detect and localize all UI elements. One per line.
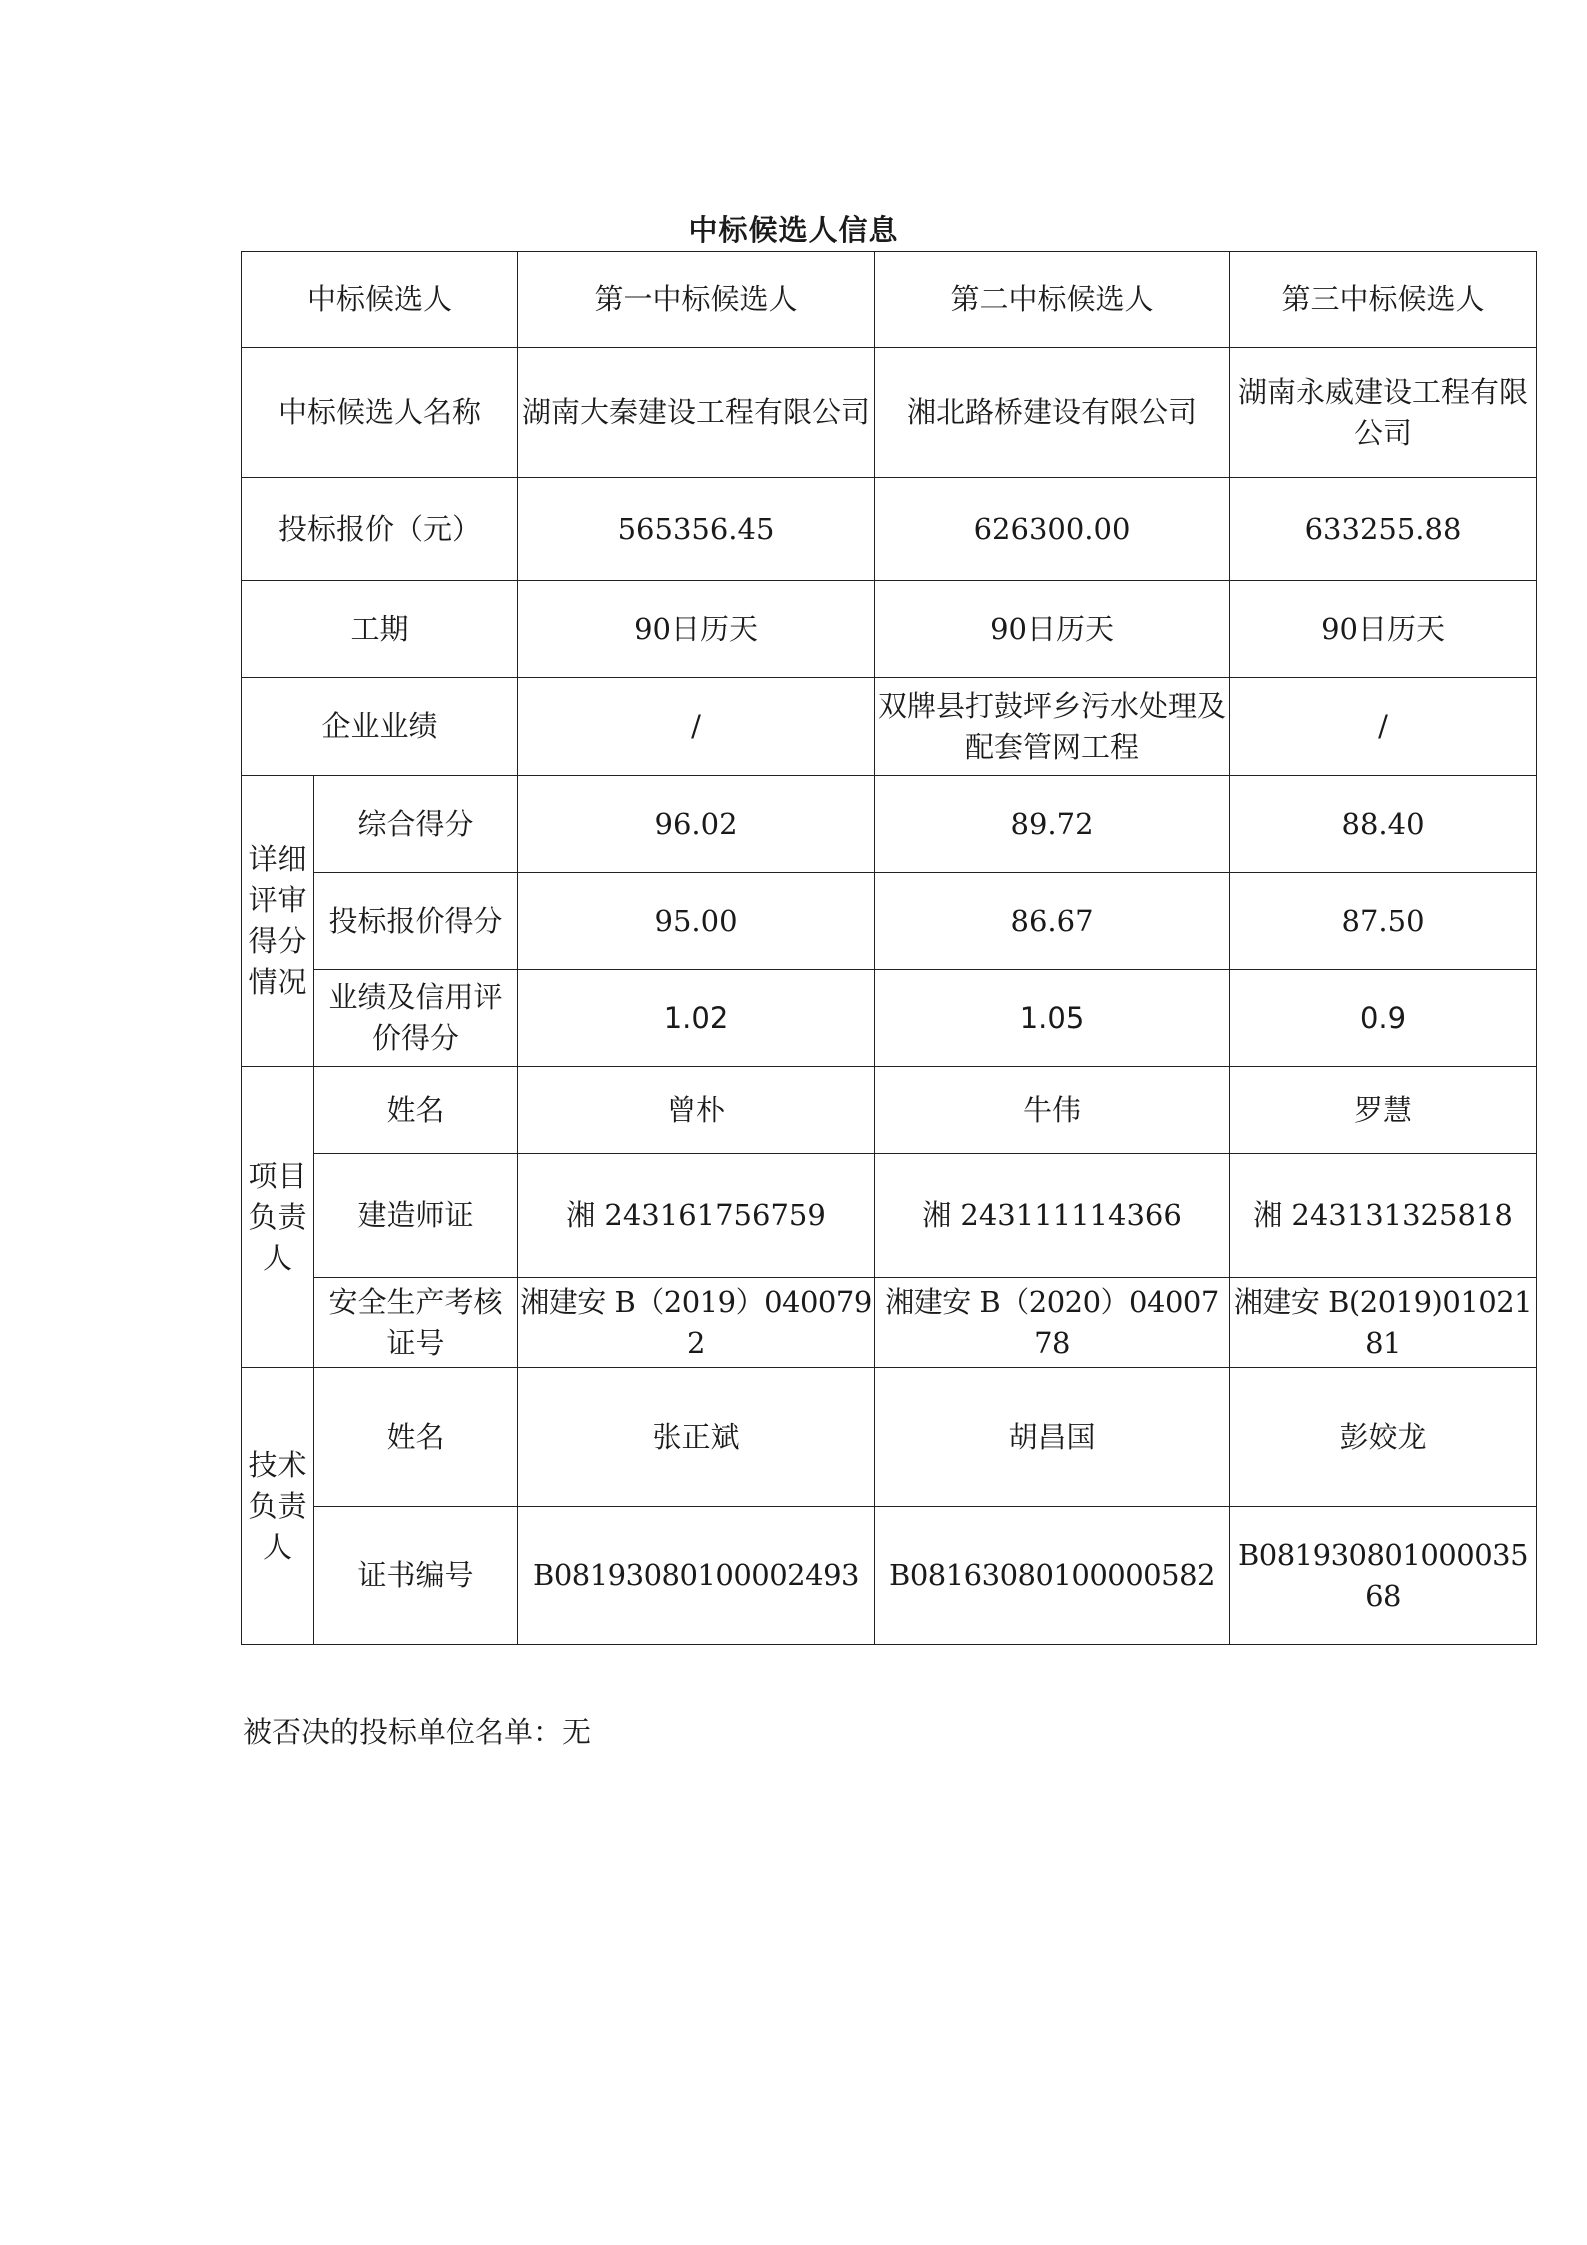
candidate-name-label: 中标候选人名称 bbox=[242, 348, 518, 478]
pm-safety-cert-1: 湘建安 B（2019）0400792 bbox=[518, 1278, 875, 1368]
performance-row bbox=[242, 678, 1537, 776]
tech-group-label: 技术负责人 bbox=[242, 1368, 314, 1645]
score-total-1: 96.02 bbox=[518, 776, 875, 873]
tech-name-3: 彭姣龙 bbox=[1230, 1368, 1537, 1507]
pm-safety-cert-label: 安全生产考核证号 bbox=[314, 1278, 518, 1368]
period-label: 工期 bbox=[242, 581, 518, 678]
score-credit-1: 1.02 bbox=[518, 970, 875, 1067]
pm-name-2: 牛伟 bbox=[875, 1067, 1230, 1154]
pm-safety-cert-row bbox=[242, 1278, 1537, 1368]
pm-group-label: 项目负责人 bbox=[242, 1067, 314, 1368]
candidate-name-row bbox=[242, 348, 1537, 478]
tech-cert-2: B08163080100000582 bbox=[875, 1507, 1230, 1645]
pm-name-row bbox=[242, 1067, 1537, 1154]
performance-1: / bbox=[518, 678, 875, 776]
pm-builder-cert-2: 湘 243111114366 bbox=[875, 1154, 1230, 1278]
bid-price-label: 投标报价（元） bbox=[242, 478, 518, 581]
pm-name-label: 姓名 bbox=[314, 1067, 518, 1154]
pm-builder-cert-3: 湘 243131325818 bbox=[1230, 1154, 1537, 1278]
period-2: 90日历天 bbox=[875, 581, 1230, 678]
header-third-candidate: 第三中标候选人 bbox=[1230, 252, 1537, 348]
pm-builder-cert-label: 建造师证 bbox=[314, 1154, 518, 1278]
header-second-candidate: 第二中标候选人 bbox=[875, 252, 1230, 348]
score-total-2: 89.72 bbox=[875, 776, 1230, 873]
rejected-bidders-note: 被否决的投标单位名单：无 bbox=[243, 1715, 592, 1749]
performance-2: 双牌县打鼓坪乡污水处理及配套管网工程 bbox=[875, 678, 1230, 776]
pm-builder-cert-row bbox=[242, 1154, 1537, 1278]
bid-price-1: 565356.45 bbox=[518, 478, 875, 581]
candidate-name-2: 湘北路桥建设有限公司 bbox=[875, 348, 1230, 478]
tech-cert-label: 证书编号 bbox=[314, 1507, 518, 1645]
score-price-3: 87.50 bbox=[1230, 873, 1537, 970]
period-row bbox=[242, 581, 1537, 678]
pm-safety-cert-3: 湘建安 B(2019)0102181 bbox=[1230, 1278, 1537, 1368]
page-title: 中标候选人信息 bbox=[688, 213, 899, 247]
bid-price-2: 626300.00 bbox=[875, 478, 1230, 581]
score-price-row bbox=[242, 873, 1537, 970]
score-credit-3: 0.9 bbox=[1230, 970, 1537, 1067]
bid-price-row bbox=[242, 478, 1537, 581]
tech-cert-row bbox=[242, 1507, 1537, 1645]
header-row bbox=[242, 252, 1537, 348]
pm-builder-cert-1: 湘 243161756759 bbox=[518, 1154, 875, 1278]
score-price-1: 95.00 bbox=[518, 873, 875, 970]
score-total-3: 88.40 bbox=[1230, 776, 1537, 873]
pm-safety-cert-2: 湘建安 B（2020）0400778 bbox=[875, 1278, 1230, 1368]
candidate-name-3: 湖南永威建设工程有限公司 bbox=[1230, 348, 1537, 478]
score-credit-row bbox=[242, 970, 1537, 1067]
tech-name-label: 姓名 bbox=[314, 1368, 518, 1507]
score-total-label: 综合得分 bbox=[314, 776, 518, 873]
candidate-name-1: 湖南大秦建设工程有限公司 bbox=[518, 348, 875, 478]
tech-name-2: 胡昌国 bbox=[875, 1368, 1230, 1507]
score-group-label: 详细评审得分情况 bbox=[242, 776, 314, 1067]
bid-price-3: 633255.88 bbox=[1230, 478, 1537, 581]
period-1: 90日历天 bbox=[518, 581, 875, 678]
performance-label: 企业业绩 bbox=[242, 678, 518, 776]
period-3: 90日历天 bbox=[1230, 581, 1537, 678]
tech-name-1: 张正斌 bbox=[518, 1368, 875, 1507]
header-first-candidate: 第一中标候选人 bbox=[518, 252, 875, 348]
performance-3: / bbox=[1230, 678, 1537, 776]
pm-name-3: 罗慧 bbox=[1230, 1067, 1537, 1154]
score-credit-2: 1.05 bbox=[875, 970, 1230, 1067]
score-total-row bbox=[242, 776, 1537, 873]
score-price-2: 86.67 bbox=[875, 873, 1230, 970]
score-credit-label: 业绩及信用评价得分 bbox=[314, 970, 518, 1067]
score-price-label: 投标报价得分 bbox=[314, 873, 518, 970]
candidate-info-table bbox=[241, 251, 1537, 1645]
tech-cert-3: B08193080100003568 bbox=[1230, 1507, 1537, 1645]
pm-name-1: 曾朴 bbox=[518, 1067, 875, 1154]
tech-cert-1: B08193080100002493 bbox=[518, 1507, 875, 1645]
header-label-cell: 中标候选人 bbox=[242, 252, 518, 348]
tech-name-row bbox=[242, 1368, 1537, 1507]
